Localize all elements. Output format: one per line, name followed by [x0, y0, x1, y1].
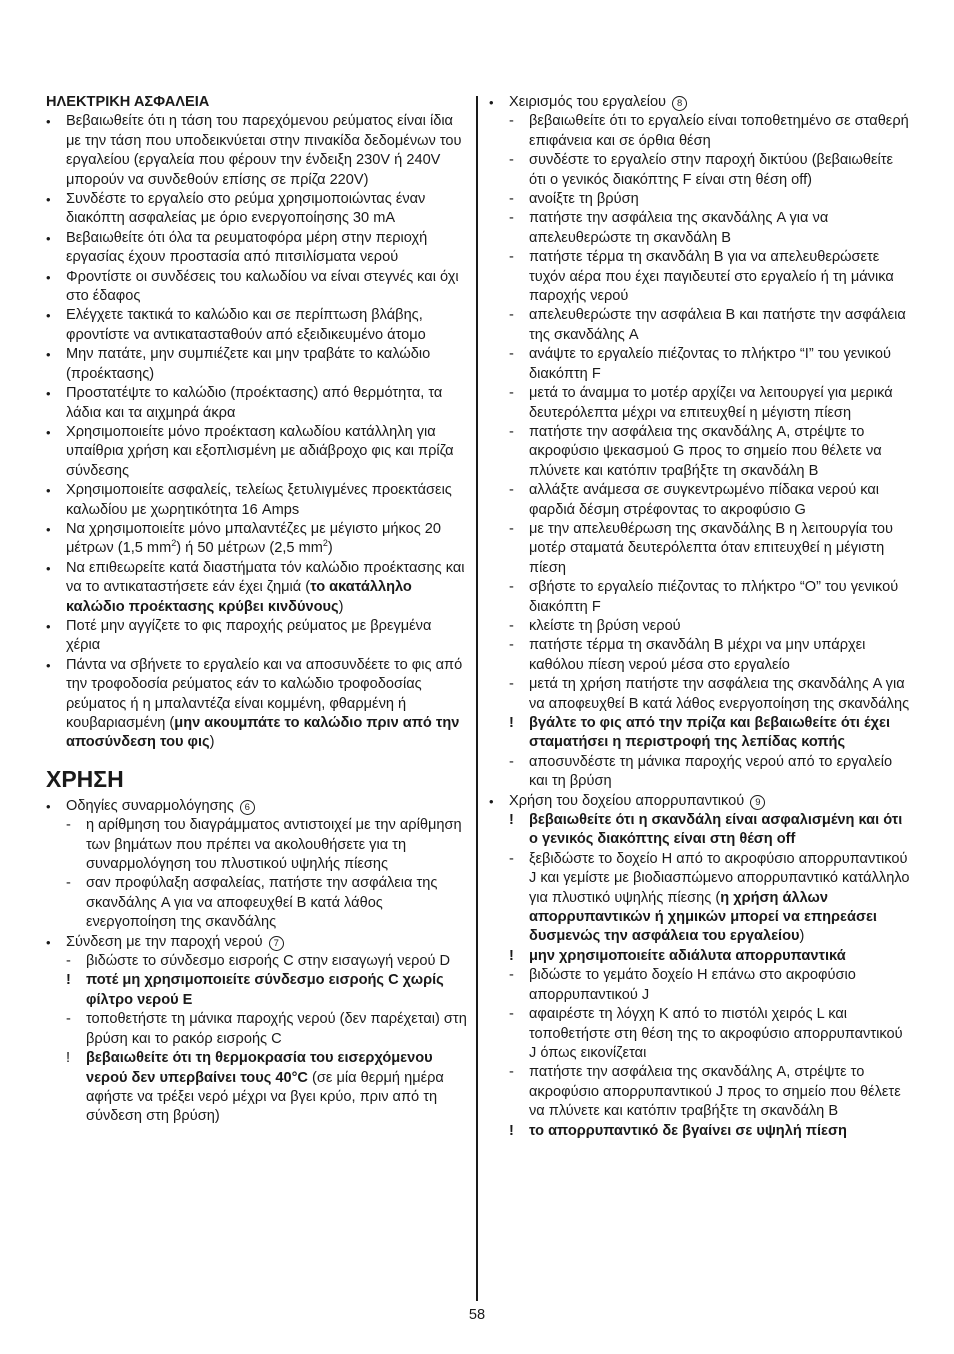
list-item: • Χρήση του δοχείου απορρυπαντικού 9 — [489, 792, 911, 811]
warning-item: ! βεβαιωθείτε ότι η σκανδάλη είναι ασφαλισμένη και ότι ο γενικός διακόπτης είναι στη θέση off — [509, 812, 903, 848]
figure-ref-badge: 7 — [269, 936, 284, 951]
warning-item: ! το απορρυπαντικό δε βγαίνει σε υψηλή πίεση — [509, 1122, 847, 1139]
right-column — [489, 93, 911, 1141]
list-item: - αφαιρέστε τη λόγχη K από το πιστόλι χειρός L και τοποθετήστε στη θέση της το ακροφύσιο απορρυπαντικού J όπως εικονίζεται — [509, 1006, 903, 1061]
figure-ref-badge: 8 — [672, 96, 687, 111]
list-item: • Μην πατάτε, μην συμπιέζετε και μην τραβάτε το καλώδιο (προέκτασης) — [46, 346, 431, 382]
figure-ref-badge: 9 — [750, 795, 765, 810]
list-item: • Βεβαιωθείτε ότι η τάση του παρεχόμενου ρεύματος είναι ίδια με την τάση που υποδεικνύεται στην πινακίδα δεδομένων του εργαλείου (εργαλεία που φέρουν την ένδειξη 230V ή 240V μπορούν να συνδεθούν επίσης σε πρίζα 220V) — [46, 113, 462, 188]
list-item: - μετά τη χρήση πατήστε την ασφάλεια της σκανδάλης A για να αποφευχθεί B κατά λάθος ενεργοποίηση της σκανδάλης — [509, 676, 910, 712]
list-item: - συνδέστε το εργαλείο στην παροχή δικτύου (βεβαιωθείτε ότι ο γενικός διακόπτης F είναι στη θέση off) — [509, 152, 894, 188]
list-item: • Σύνδεση με την παροχή νερού 7 — [46, 933, 468, 952]
list-item: - αλλάξτε ανάμεσα σε συγκεντρωμένο πίδακα νερού και φαρδιά δέσμη στρέφοντας το ακροφύσιο G — [509, 482, 880, 518]
figure-ref-badge: 6 — [240, 800, 255, 815]
list-item: • Φροντίστε οι συνδέσεις του καλωδίου να είναι στεγνές και όχι στο έδαφος — [46, 268, 459, 305]
usage-section-title: ΧΡΗΣΗ — [46, 765, 124, 792]
page-number: 58 — [468, 1307, 486, 1323]
list-item: • Συνδέστε το εργαλείο στο ρεύμα χρησιμοποιώντας έναν διακόπτη ασφαλείας με όριο ενεργοποίησης 30 mA — [46, 191, 426, 227]
list-item: - ανάψτε το εργαλείο πιέζοντας το πλήκτρο “I” του γενικού διακόπτη F — [509, 346, 891, 382]
warning-item: ! βεβαιωθείτε ότι τη θερμοκρασία του εισερχόμενου νερού δεν υπερβαίνει τους 40°C (σε μία θερμή ημέρα αφήστε να τρέξει νερό μέχρι να βγει κρύο, πριν από τη σύνδεση στη βρύση) — [66, 1050, 444, 1125]
warning-item: ! ποτέ μη χρησιμοποιείτε σύνδεσμο εισροής C χωρίς φίλτρο νερού E — [66, 972, 444, 1008]
list-item: - πατήστε τέρμα τη σκανδάλη B για να απελευθερώσετε τυχόν αέρα που έχει παγιδευτεί στο εργαλείο ή τη μάνικα παροχής νερού — [509, 249, 894, 305]
list-item: - κλείστε τη βρύση νερού — [509, 617, 681, 634]
list-item: • Βεβαιωθείτε ότι όλα τα ρευματοφόρα μέρη στην περιοχή εργασίας έχουν προστασία από πιτσιλίσματα νερού — [46, 229, 428, 266]
list-item: - βεβαιωθείτε ότι το εργαλείο είναι τοποθετημένο σε σταθερή επιφάνεια και σε όρθια θέση — [509, 113, 909, 149]
list-item: - πατήστε την ασφάλεια της σκανδάλης A για να απελευθερώστε τη σκανδάλη B — [509, 210, 829, 246]
list-item: - μετά το άναμμα το μοτέρ αρχίζει να λειτουργεί για μερικά δευτερόλεπτα μέχρι να επιτευχθεί η μέγιστη πίεση — [509, 385, 893, 421]
warning-item: ! βγάλτε το φις από την πρίζα και βεβαιωθείτε ότι έχει σταματήσει η περιστροφή της λεπίδας κοπής — [509, 715, 891, 751]
list-item: - βιδώστε το γεμάτο δοχείο H επάνω στο ακροφύσιο απορρυπαντικού J — [509, 967, 856, 1003]
list-item: • Χρησιμοποιείτε ασφαλείς, τελείως ξετυλιγμένες προεκτάσεις καλωδίου με χωρητικότητα 16 Amps — [46, 482, 452, 518]
list-item: • Χρησιμοποιείτε μόνο προέκταση καλωδίου κατάλληλη για υπαίθρια χρήση και εξοπλισμένη με αδιάβροχο φις και πρίζα σύνδεσης — [46, 423, 454, 479]
list-item: • Χειρισμός του εργαλείου 8 — [489, 93, 911, 112]
list-item: - σαν προφύλαξη ασφαλείας, πατήστε την ασφάλεια της σκανδάλης A για να αποφευχθεί B κατά λάθος ενεργοποίηση της σκανδάλης — [66, 875, 438, 931]
list-item: - βιδώστε το σύνδεσμο εισροής C στην εισαγωγή νερού D — [66, 953, 451, 970]
list-item: - πατήστε την ασφάλεια της σκανδάλης A, στρέψτε το ακροφύσιο ψεκασμού G προς το σημείο που θέλετε να πλύνετε και κατόπιν τραβήξτε τη σκανδάλη B — [509, 423, 882, 479]
list-item: - σβήστε το εργαλείο πιέζοντας το πλήκτρο “O” του γενικού διακόπτη F — [509, 579, 899, 615]
list-item: - πατήστε τέρμα τη σκανδάλη B μέχρι να μην υπάρχει καθόλου πίεση νερού μέσα στο εργαλείο — [509, 637, 866, 673]
warning-item: ! μην χρησιμοποιείτε αδιάλυτα απορρυπαντικά — [509, 947, 846, 964]
column-divider — [476, 96, 478, 1301]
list-item: - απελευθερώστε την ασφάλεια B και πατήστε την ασφάλεια της σκανδάλης A — [509, 307, 906, 343]
list-item: • Ελέγχετε τακτικά το καλώδιο και σε περίπτωση βλάβης, φροντίστε να αντικατασταθούν από εξειδικευμένο άτομο — [46, 307, 426, 343]
list-item: • Πάντα να σβήνετε το εργαλείο και να αποσυνδέετε το φις από την τροφοδοσία ρεύματος εάν το καλώδιο τροφοδοσίας ρεύματος ή η μπαλαντέζα είναι κομμένη, φθαρμένη ή κουβαριασμένη (μην ακουμπάτε το καλώδιο πριν από την αποσύνδεση του φις) — [46, 656, 463, 751]
list-item: - τοποθετήστε τη μάνικα παροχής νερού (δεν παρέχεται) στη βρύση και το ρακόρ εισροής C — [66, 1011, 467, 1047]
list-item: • Οδηγίες συναρμολόγησης 6 — [46, 797, 468, 816]
list-item: - πατήστε την ασφάλεια της σκανδάλης A, στρέψτε το ακροφύσιο απορρυπαντικού J προς το σημείο που θέλετε να πλύνετε και κατόπιν τραβήξτε τη σκανδάλη B — [509, 1064, 901, 1120]
list-item: • Προστατέψτε το καλώδιο (προέκτασης) από θερμότητα, τα λάδια και τα αιχμηρά άκρα — [46, 385, 443, 421]
list-item: • Ποτέ μην αγγίζετε το φις παροχής ρεύματος με βρεγμένα χέρια — [46, 617, 432, 654]
list-item: • Να χρησιμοποιείτε μόνο μπαλαντέζες με μέγιστο μήκος 20 μέτρων (1,5 $mm^2$) ή 50 μέτρων (2,5 $mm^2$) — [46, 520, 442, 557]
list-item: - ανοίξτε τη βρύση — [509, 191, 639, 208]
list-item: • Να επιθεωρείτε κατά διαστήματα τόν καλώδιο προέκτασης και να το αντικαταστήσετε εάν έχει ζημιά (το ακατάλληλο καλώδιο προέκτασης κρύβει κινδύνους) — [46, 559, 465, 615]
list-item: - ξεβιδώστε το δοχείο H από το ακροφύσιο απορρυπαντικού J και γεμίστε με βιοδιασπώμενο απορρυπαντικό κατάλληλο για πλυστικό υψηλής πίεσης (η χρήση άλλων απορρυπαντικών ή χημικών μπορεί να επηρεάσει δυσμενώς την ασφάλεια του εργαλείου) — [509, 850, 910, 945]
list-item: - με την απελευθέρωση της σκανδάλης B η λειτουργία του μοτέρ σταματά δευτερόλεπτα όταν επιτευχθεί η μέγιστη πίεση — [509, 520, 894, 576]
left-column — [46, 93, 468, 1127]
list-item: - αποσυνδέστε τη μάνικα παροχής νερού από το εργαλείο και τη βρύση — [509, 753, 893, 790]
electrical-safety-heading: ΗΛΕΚΤΡΙΚΗ ΑΣΦΑΛΕΙΑ — [46, 94, 210, 110]
list-item: - η αρίθμηση του διαγράμματος αντιστοιχεί με την αρίθμηση των βημάτων που πρέπει να ακολουθήσετε για τη συναρμολόγηση του πλυστικού υψηλής πίεσης — [66, 817, 462, 873]
